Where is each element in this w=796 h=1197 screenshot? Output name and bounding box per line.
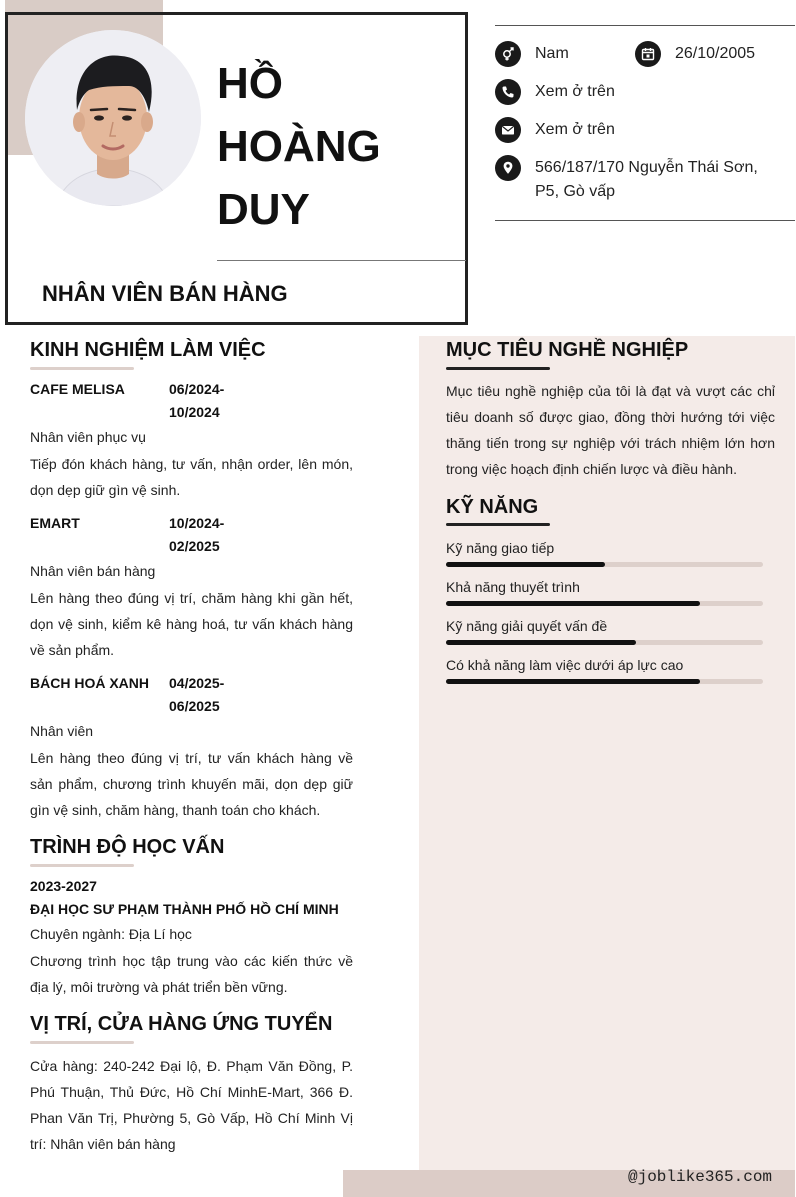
skill-bar-track <box>446 562 763 567</box>
name-line-3: DUY <box>217 185 310 234</box>
skill-bar-fill <box>446 679 700 684</box>
phone-text: Xem ở trên <box>535 83 615 100</box>
education-title: TRÌNH ĐỘ HỌC VẤN <box>30 836 225 858</box>
experience-date-end: 06/2025 <box>169 698 220 714</box>
email-text: Xem ở trên <box>535 121 615 138</box>
name-divider <box>217 260 466 261</box>
education-description: Chương trình học tập trung vào các kiến thức về địa lý, môi trường và phát triển bền vững. <box>30 953 353 995</box>
job-title: NHÂN VIÊN BÁN HÀNG <box>42 281 288 306</box>
experience-date <box>169 378 239 424</box>
education-years: 2023-2027 <box>30 878 97 894</box>
skill-bar-fill <box>446 640 636 645</box>
skill-bar-fill <box>446 562 605 567</box>
education-school: ĐẠI HỌC SƯ PHẠM THÀNH PHỐ HỒ CHÍ MINH <box>30 901 339 917</box>
skill-label: Kỹ năng giao tiếp <box>446 540 555 556</box>
skills-title: KỸ NĂNG <box>446 496 539 518</box>
address-line-1: 566/187/170 Nguyễn Thái Sơn, <box>535 159 758 176</box>
full-name <box>217 52 457 241</box>
contact-divider-top <box>495 25 795 26</box>
watermark-text: @joblike365.com <box>628 1168 773 1186</box>
experience-date <box>169 512 239 558</box>
experience-date-start: 06/2024- <box>169 381 225 397</box>
experience-company: CAFE MELISA <box>30 381 125 397</box>
experience-title: KINH NGHIỆM LÀM VIỆC <box>30 339 266 361</box>
experience-title-underline <box>30 367 134 370</box>
skill-label: Kỹ năng giải quyết vấn đề <box>446 618 608 634</box>
education-major: Chuyên ngành: Địa Lí học <box>30 926 192 942</box>
experience-description: Lên hàng theo đúng vị trí, tư vấn khách hàng về sản phẩm, chương trình khuyến mãi, dọn dẹp giữ gìn vệ sinh, chăm hàng, thanh toán cho khách. <box>30 750 353 818</box>
experience-company: EMART <box>30 515 80 531</box>
objective-text: Mục tiêu nghề nghiệp của tôi là đạt và vượt các chỉ tiêu doanh số được giao, đồng thời hướng tới việc thăng tiến trong sự nghiệp với trách nhiệm lớn hơn trong việc hoạch định chiến lược và điều hành. <box>446 383 775 477</box>
experience-date-start: 04/2025- <box>169 675 225 691</box>
education-title-underline <box>30 864 134 867</box>
experience-date-start: 10/2024- <box>169 515 225 531</box>
name-line-2: HOÀNG <box>217 122 381 171</box>
objective-title: MỤC TIÊU NGHỀ NGHIỆP <box>446 339 689 361</box>
experience-role: Nhân viên <box>30 723 94 739</box>
portrait-illustration <box>25 30 201 206</box>
position-title-underline <box>30 1041 134 1044</box>
calendar-icon <box>635 41 661 67</box>
skill-label: Khả năng thuyết trình <box>446 579 580 595</box>
address-line-2: P5, Gò vấp <box>535 183 616 200</box>
position-title: VỊ TRÍ, CỬA HÀNG ỨNG TUYỂN <box>30 1013 333 1035</box>
avatar-photo <box>25 30 201 206</box>
experience-date <box>169 672 239 718</box>
objective-title-underline <box>446 367 550 370</box>
position-description: Cửa hàng: 240-242 Đại lộ, Đ. Phạm Văn Đồng, P. Phú Thuận, Thủ Đức, Hồ Chí MinhE-Mart, 366 Đ. Phan Văn Trị, Phường 5, Gò Vấp, Hồ Chí Minh Vị trí: Nhân viên bán hàng <box>30 1058 353 1152</box>
name-line-1: HỒ <box>217 59 283 108</box>
skill-bar-fill <box>446 601 700 606</box>
envelope-icon <box>495 117 521 143</box>
location-icon <box>495 155 521 181</box>
gender-icon <box>495 41 521 67</box>
experience-description: Tiếp đón khách hàng, tư vấn, nhận order, lên món, dọn dẹp giữ gìn vệ sinh. <box>30 456 353 498</box>
skill-bar-track <box>446 601 763 606</box>
gender-text: Nam <box>535 45 569 62</box>
birthday-text: 26/10/2005 <box>675 45 756 62</box>
experience-role: Nhân viên phục vụ <box>30 429 146 445</box>
phone-icon <box>495 79 521 105</box>
experience-date-end: 10/2024 <box>169 404 220 420</box>
skills-title-underline <box>446 523 550 526</box>
experience-company: BÁCH HOÁ XANH <box>30 675 149 691</box>
experience-description: Lên hàng theo đúng vị trí, chăm hàng khi gần hết, dọn vệ sinh, kiểm kê hàng hoá, tư vấn khách hàng về sản phẩm. <box>30 590 353 658</box>
contact-divider-bottom <box>495 220 795 221</box>
skill-label: Có khả năng làm việc dưới áp lực cao <box>446 657 684 673</box>
experience-role: Nhân viên bán hàng <box>30 563 156 579</box>
skill-bar-track <box>446 640 763 645</box>
skill-bar-track <box>446 679 763 684</box>
experience-date-end: 02/2025 <box>169 538 220 554</box>
